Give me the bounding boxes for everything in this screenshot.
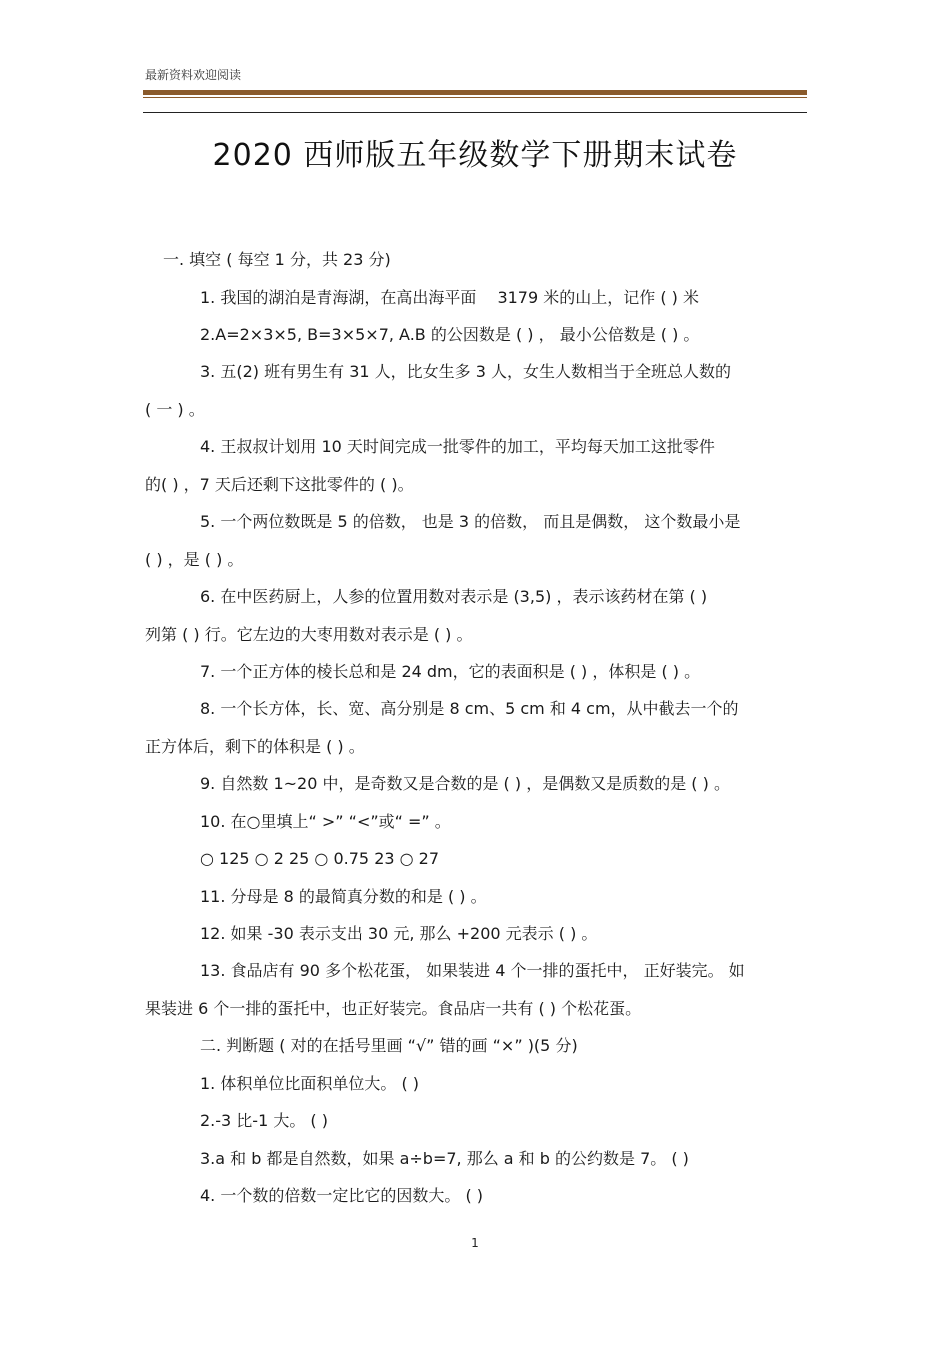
question-line: 7. 一个正方体的棱长总和是 24 dm，它的表面积是 ( ) ，体积是 ( ) 。 <box>200 662 701 681</box>
question-line: 4. 一个数的倍数一定比它的因数大。 ( ) <box>200 1186 484 1205</box>
question-line: 果装进 6 个一排的蛋托中，也正好装完。食品店一共有 ( ) 个松花蛋。 <box>145 999 642 1018</box>
page-number: 1 <box>471 1236 479 1250</box>
page-header-text: 最新资料欢迎阅读 <box>145 68 242 82</box>
question-line: 11. 分母是 8 的最简真分数的和是 ( ) 。 <box>200 887 487 906</box>
title-rule <box>143 112 807 113</box>
page-title: 2020 西师版五年级数学下册期末试卷 <box>212 138 738 173</box>
question-line: ○ 125 ○ 2 25 ○ 0.75 23 ○ 27 <box>200 849 440 868</box>
question-line: ( 一 ) 。 <box>145 400 205 419</box>
question-line: 8. 一个长方体，长、宽、高分别是 8 cm、5 cm 和 4 cm，从中截去一个的 <box>200 699 739 718</box>
section-2-heading: 二. 判断题 ( 对的在括号里画 “√” 错的画 “×” )(5 分) <box>200 1036 578 1055</box>
question-line: 1. 体积单位比面积单位大。 ( ) <box>200 1074 420 1093</box>
section-1-heading: 一. 填空 ( 每空 1 分，共 23 分) <box>163 250 391 269</box>
question-line: ( ) ，是 ( ) 。 <box>145 550 244 569</box>
question-line: 3. 五(2) 班有男生有 31 人，比女生多 3 人，女生人数相当于全班总人数的 <box>200 362 731 381</box>
question-line: 2.A=2×3×5, B=3×5×7, A.B 的公因数是 ( ) ， 最小公倍数是 ( ) 。 <box>200 325 700 344</box>
question-line: 5. 一个两位数既是 5 的倍数， 也是 3 的倍数， 而且是偶数， 这个数最小是 <box>200 512 741 531</box>
question-line: 列第 ( ) 行。它左边的大枣用数对表示是 ( ) 。 <box>145 625 473 644</box>
question-line: 的( ) ，7 天后还剩下这批零件的 ( )。 <box>145 475 414 494</box>
question-line: 10. 在○里填上“ >” “<”或“ =” 。 <box>200 812 451 831</box>
question-line: 2.-3 比-1 大。 ( ) <box>200 1111 329 1130</box>
question-line: 12. 如果 -30 表示支出 30 元, 那么 +200 元表示 ( ) 。 <box>200 924 598 943</box>
question-line: 13. 食品店有 90 多个松花蛋， 如果装进 4 个一排的蛋托中， 正好装完。 如 <box>200 961 745 980</box>
header-rule-thick <box>143 90 807 95</box>
question-line: 正方体后，剩下的体积是 ( ) 。 <box>145 737 365 756</box>
question-line: 6. 在中医药厨上，人参的位置用数对表示是 (3,5) ，表示该药材在第 ( ) <box>200 587 708 606</box>
question-line: 1. 我国的湖泊是青海湖，在高出海平面 3179 米的山上，记作 ( ) 米 <box>200 288 699 307</box>
question-line: 3.a 和 b 都是自然数，如果 a÷b=7, 那么 a 和 b 的公约数是 7。 ( ) <box>200 1149 689 1168</box>
question-line: 9. 自然数 1~20 中，是奇数又是合数的是 ( ) ，是偶数又是质数的是 ( ) 。 <box>200 774 730 793</box>
header-rule-thin <box>143 97 807 98</box>
question-line: 4. 王叔叔计划用 10 天时间完成一批零件的加工，平均每天加工这批零件 <box>200 437 715 456</box>
